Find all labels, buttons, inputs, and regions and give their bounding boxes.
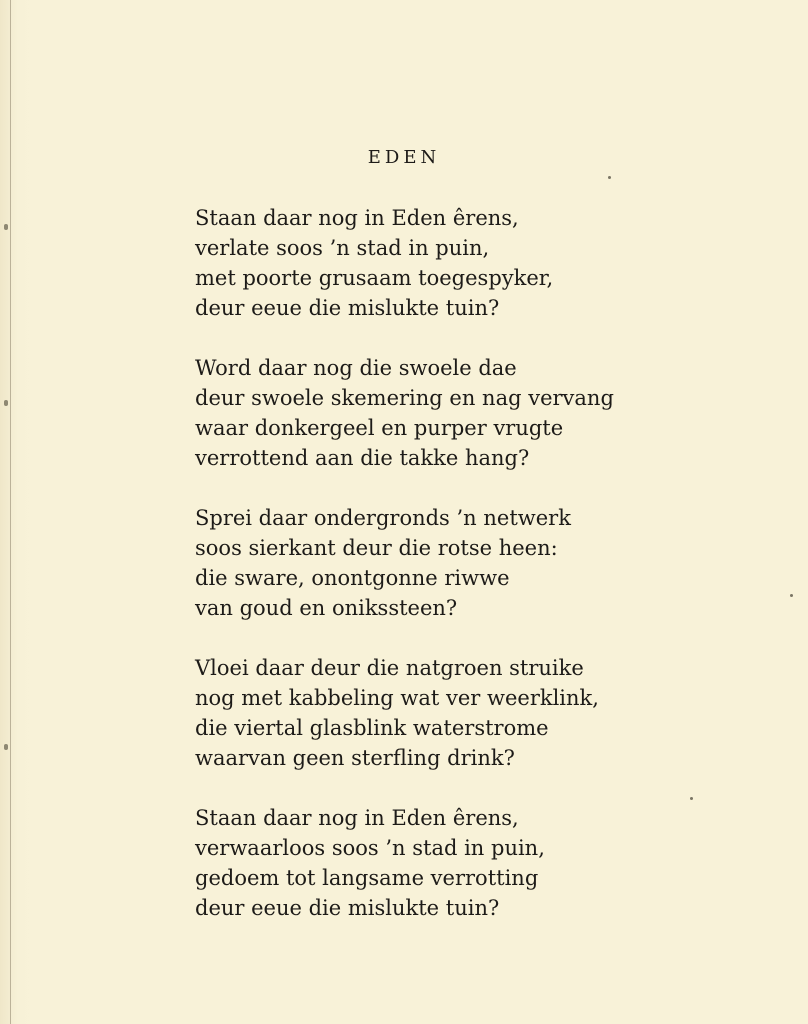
stanza xyxy=(195,353,775,473)
poem-line: van goud en onikssteen? xyxy=(195,596,458,620)
poem-line: deur eeue die mislukte tuin? xyxy=(195,296,500,320)
poem-line: soos sierkant deur die rotse heen: xyxy=(195,536,558,560)
margin-mark xyxy=(4,744,8,750)
poem-line: verlate soos ’n stad in puin, xyxy=(195,236,490,260)
poem-body xyxy=(195,203,775,953)
stanza xyxy=(195,503,775,623)
poem-title: EDEN xyxy=(367,147,441,168)
stanza xyxy=(195,653,775,773)
margin-mark xyxy=(4,224,8,230)
poem-line: met poorte grusaam toegespyker, xyxy=(195,266,554,290)
poem-line: die sware, onontgonne riwwe xyxy=(195,566,510,590)
margin-mark xyxy=(4,400,8,406)
poem-line: deur swoele skemering en nag vervang xyxy=(195,386,614,410)
poem-line: verrottend aan die takke hang? xyxy=(195,446,530,470)
paper-speck xyxy=(608,176,611,179)
poem-line: waarvan geen sterfling drink? xyxy=(195,746,515,770)
poem-line: nog met kabbeling wat ver weerklink, xyxy=(195,686,599,710)
poem-line: deur eeue die mislukte tuin? xyxy=(195,896,500,920)
stanza xyxy=(195,803,775,923)
poem-line: gedoem tot langsame verrotting xyxy=(195,866,539,890)
poem-line: die viertal glasblink waterstrome xyxy=(195,716,549,740)
stanza xyxy=(195,203,775,323)
paper-speck xyxy=(790,594,793,597)
poem-line: Vloei daar deur die natgroen struike xyxy=(195,656,584,680)
poem-line: Sprei daar ondergronds ’n netwerk xyxy=(195,506,571,530)
poem-line: Word daar nog die swoele dae xyxy=(195,356,517,380)
poem-line: verwaarloos soos ’n stad in puin, xyxy=(195,836,545,860)
poem-line: waar donkergeel en purper vrugte xyxy=(195,416,564,440)
poem-line: Staan daar nog in Eden êrens, xyxy=(195,806,519,830)
poem-line: Staan daar nog in Eden êrens, xyxy=(195,206,519,230)
